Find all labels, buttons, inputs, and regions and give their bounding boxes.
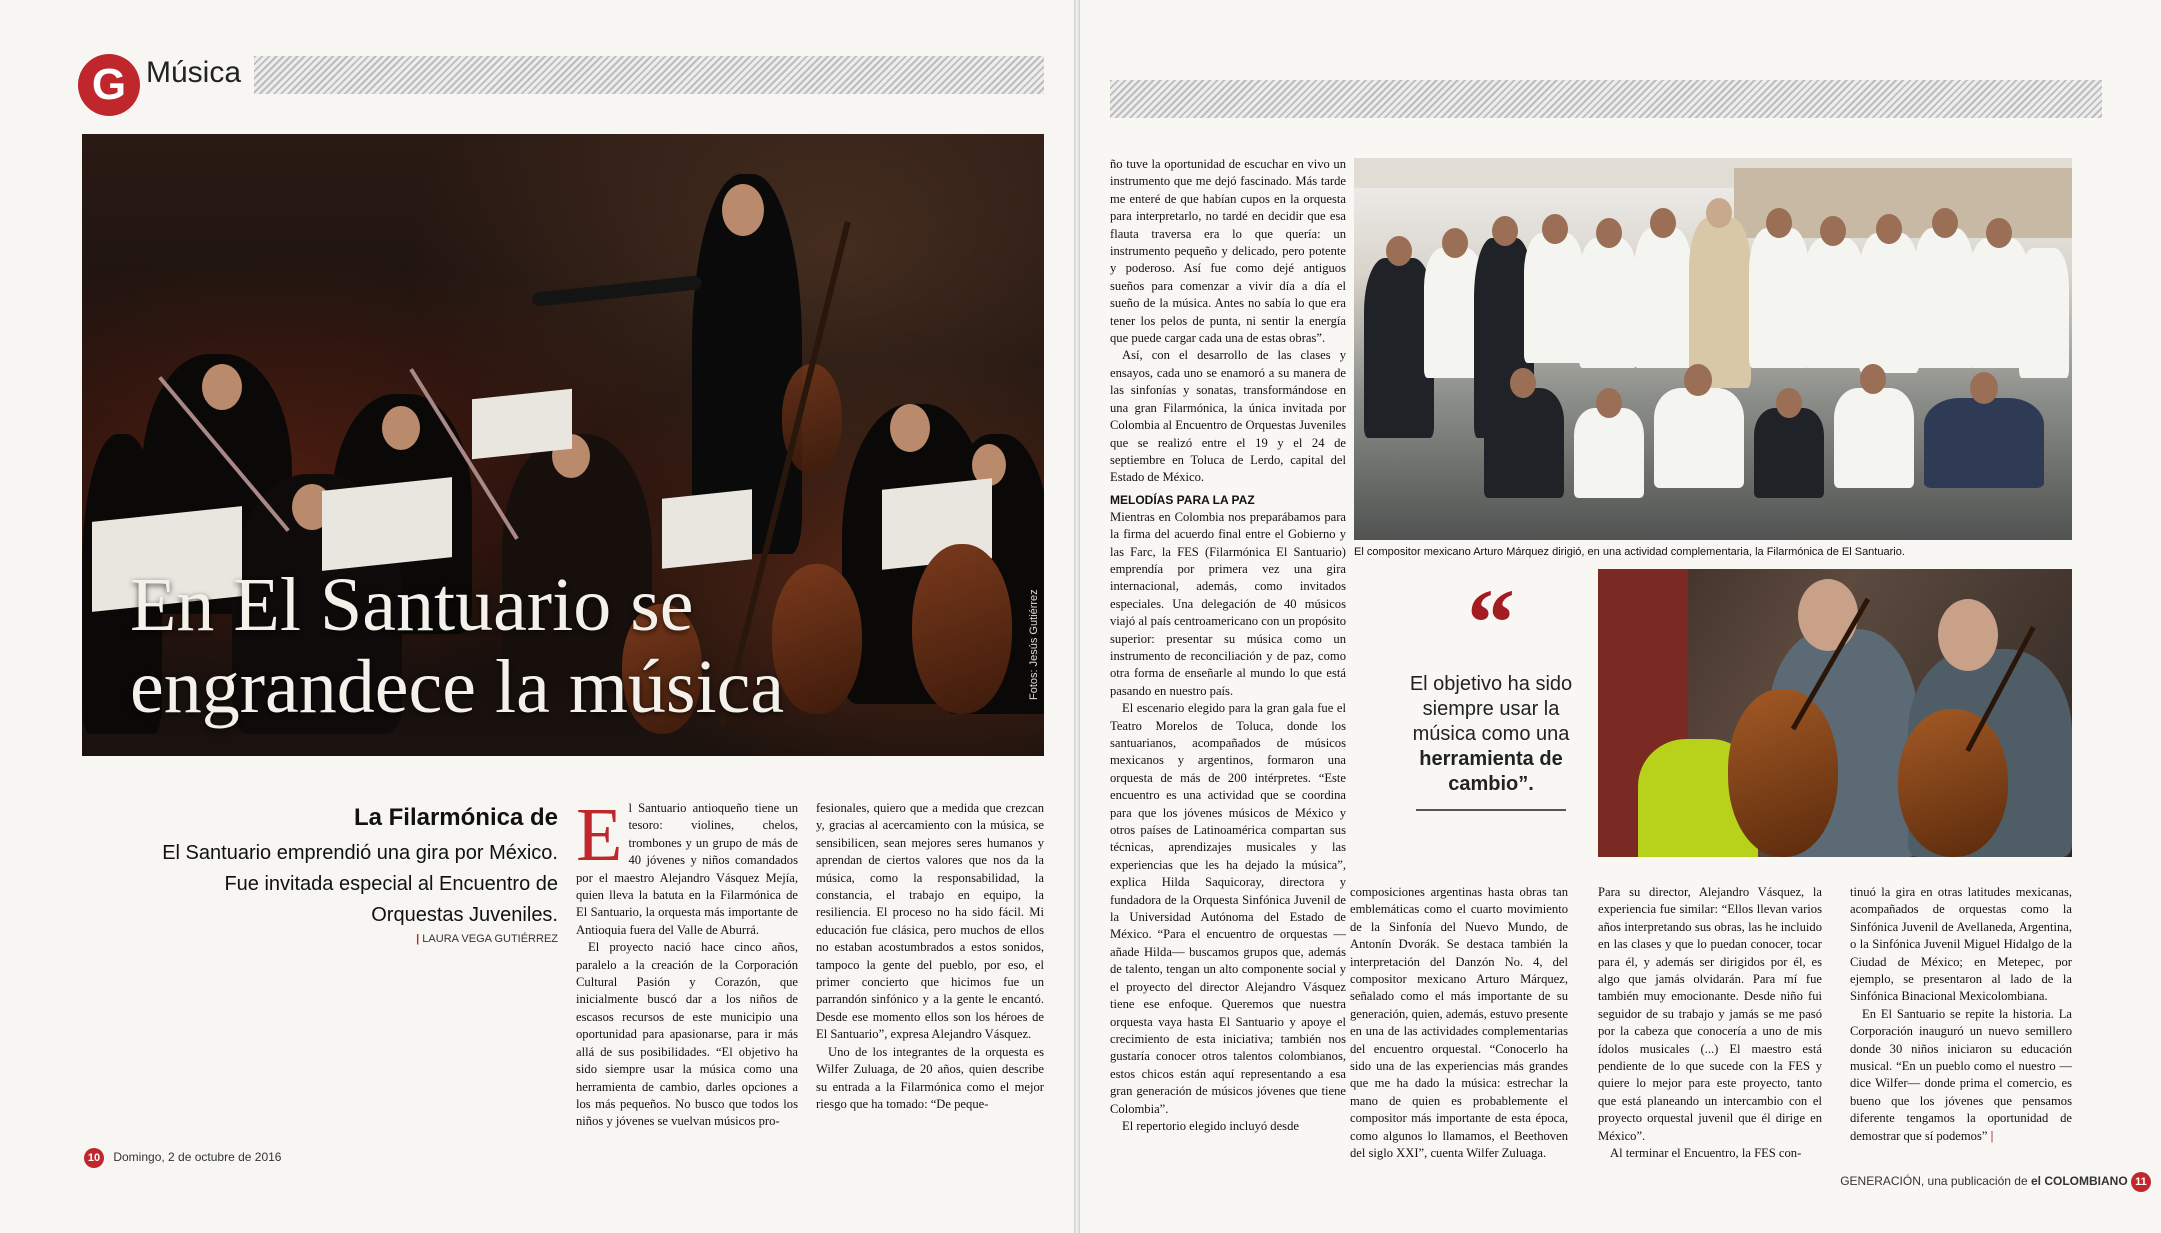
cellists-photo — [1598, 569, 2072, 857]
paragraph: Para su director, Alejandro Vásquez, la experiencia fue similar: “Ellos llevan varios años interpretando sus obras, las he incluido en las clases y que lo puedan conocer, tocar para él, y además ser dirigidos por él, es algo que jamás olvidarán. Para mí fue también muy emocionante. Desde niño fui seguidor de su trabajo y jamás se me pasó por la cabeza que conocería a uno de mis ídolos musicales (...) El maestro está pendiente de lo que sucede con la FES y quiere lo mejor para este proyecto, tanto que está planeando un intercambio con el proyecto orquestal juvenil que él dirige en México”. — [1598, 885, 1822, 1143]
left-footer — [84, 1148, 281, 1168]
paragraph: El proyecto nació hace cinco años, paralelo a la creación de la Corporación Cultural Pasión y Corazón, que inicialmente buscó dar a los niños de escasos recursos de este municipio una oportunidad para apasionarse, para ir más allá de sus posibilidades. “El objetivo ha sido siempre usar la música como una herramienta de cambio, darles opciones a los más pequeños. No busco que todos los niños y jóvenes se vuelvan músicos pro- — [576, 940, 798, 1129]
deck-body: El Santuario emprendió una gira por México. Fue invitada especial al Encuentro de Orquestas Juveniles. — [162, 842, 558, 926]
paragraph: En El Santuario se repite la historia. La Corporación inauguró un nuevo semillero donde 30 niños iniciaron su educación musical. “En un pueblo como el nuestro —dice Wilfer— donde prima el comercio, es bueno que los jóvenes que pensamos diferente tengamos la oportunidad de demostrar que sí podemos” | — [1850, 1006, 2072, 1143]
paragraph: Uno de los integrantes de la orquesta es Wilfer Zuluaga, de 20 años, quien describe su entrada a la Filarmónica como el mejor riesgo que ha tomado: “De peque- — [816, 1044, 1044, 1111]
article-column-4 — [1350, 884, 1568, 1163]
page-number: 10 — [84, 1148, 104, 1168]
group-photo — [1354, 158, 2072, 540]
footer-publication: GENERACIÓN, una publicación de — [1840, 1174, 2028, 1188]
paragraph: El repertorio elegido incluyó desde — [1122, 1118, 1299, 1133]
left-page — [0, 0, 1074, 1233]
article-column-5 — [1598, 884, 1822, 1163]
paragraph: tinuó la gira en otras latitudes mexicanas, acompañados de orquestas como la Sinfónica Juvenil de Avellaneda, Argentina, o la Sinfónica Juvenil Miguel Hidalgo de la Ciudad de México; en Metepec, por ejemplo, se presentaron al lado de la Sinfónica Binacional Mexicolombiana. — [1850, 885, 2072, 1004]
paragraph: l Santuario antioqueño tiene un tesoro: violines, chelos, trombones y un grupo de más de 40 jóvenes y niños comandados por el maestro Alejandro Vásquez Mejía, quien lleva la batuta en la Filarmónica de El Santuario, la orquesta más importante de Antioquia fuera del Valle de Aburrá. — [576, 801, 798, 937]
paragraph: Así, con el desarrollo de las clases y ensayos, cada uno se enamoró a su manera de las sinfonías y sonatas, transformándose en una gran Filarmónica, la única invitada por Colombia al Encuentro de Orquestas Juveniles que se realizó entre el 19 y el 24 de septiembre en Toluca de Lerdo, capital del Estado de México. — [1110, 348, 1346, 485]
pull-quote — [1392, 569, 1590, 811]
section-logo: G — [78, 54, 140, 116]
quote-marks: “ — [1467, 569, 1515, 676]
photo-caption: El compositor mexicano Arturo Márquez dirigió, en una actividad complementaria, la Filarmónica de El Santuario. — [1354, 546, 1905, 558]
right-footer — [1840, 1172, 2151, 1192]
article-column-6 — [1850, 884, 2072, 1145]
article-column-1 — [576, 793, 798, 1131]
right-page — [1080, 0, 2161, 1233]
drop-cap: E — [576, 793, 623, 877]
byline-name: LAURA VEGA GUTIÉRREZ — [422, 933, 558, 945]
quote-rule — [1416, 809, 1566, 811]
article-column-3 — [1110, 156, 1346, 1135]
header-hatch-bar — [254, 56, 1044, 94]
paragraph: composiciones argentinas hasta obras tan emblemáticas como el cuarto movimiento de la Sinfonía del Nuevo Mundo, de Antonín Dvorák. Se destaca también la interpretación del Danzón No. 4, del compositor mexicano Arturo Márquez, señalado como el más importante de su generación, quien, además, estuvo presente en una de las actividades complementarias del encuentro orquestal. “Conocerlo ha sido una de las experiencias más grandes que me ha dado la música: estrechar la mano de quien es probablemente el compositor más importante de esta época, como algunos lo llamamos, el Beethoven del siglo XXI”, cuenta Wilfer Zuluaga. — [1350, 885, 1568, 1161]
paragraph: ño tuve la oportunidad de escuchar en vivo un instrumento que me dejó fascinado. Más tarde me enteré de que habían cupos en la orquesta para interpretarlo, no tardé en decidir que esa flauta traversa era lo que quería: un instrumento pequeño y delicado, pero potente y poderoso. Así fue como dejé antiguos sueños para comenzar a vivir día a día el sueño de la música. Antes no sabía lo que era tener los pelos de punta, ni sentir la energía que puede cargar cada una de estas obras”. — [1110, 157, 1346, 346]
header-hatch-bar — [1110, 80, 2102, 118]
footer-brand: el COLOMBIANO — [2030, 1174, 2128, 1188]
hero-orchestra-photo — [82, 134, 1044, 756]
page-number: 11 — [2131, 1172, 2151, 1192]
quote-emphasis: herramienta de cambio”. — [1419, 748, 1563, 795]
subheading: MELODÍAS PARA LA PAZ — [1110, 492, 1255, 507]
end-mark: | — [1990, 1128, 1994, 1143]
photo-credit — [1028, 680, 1040, 700]
paragraph: Mientras en Colombia nos preparábamos para la firma del acuerdo final entre el Gobierno y las Farc, la FES (Filarmónica El Santuario) emprendía por primera vez una gira internacional, además, como invitados especiales. Una delegación de 40 músicos viajó al país centroamericano con un propósito superior: presentar su música como un instrumento de reconciliación y de paz, como otra forma de enseñarle al mundo lo que está pasando en nuestro país. — [1110, 509, 1346, 698]
paragraph: fesionales, quiero que a medida que crezcan y, gracias al acercamiento con la música, se sensibilicen, sean mejores seres humanos y aprendan de ciertos valores que nos da la música, como la responsabilidad, la constancia, el trabajo en equipo, la resiliencia. El proceso no ha sido fácil. Mi educación fue clásica, pero muchos de ellos no estaban acostumbrados a estos sonidos, tampoco la gente del pueblo, por eso, el primer concierto que hicimos fue un parrandón sinfónico y a la gente le encantó. Desde ese momento ellos son los héroes de El Santuario”, expresa Alejandro Vásquez. — [816, 801, 1044, 1042]
paragraph: Al terminar el Encuentro, la FES con- — [1610, 1146, 1802, 1161]
quote-text: El objetivo ha sido siempre usar la música como una herramienta de cambio”. — [1409, 673, 1573, 795]
article-column-2 — [816, 800, 1044, 1113]
deck-title: La Filarmónica de — [353, 804, 558, 831]
paragraph: El escenario elegido para la gran gala fue el Teatro Morelos de Toluca, donde los santuarianos, acompañados de músicos mexicanos y argentinos, formaron una orquesta de más de 200 intérpretes. “Este encuentro es una actividad que se coordina para que los jóvenes músicos de México y otros países de Latinoamérica compartan sus técnicas, aprendizajes musicales y las experiencias que les ha dejado la música”, explica Hilda Saquicoray, directora y fundadora de la Orquesta Sinfónica Juvenil de la Universidad Autónoma del Estado de México. “Para el encuentro de orquestas —añade Hilda— buscamos grupos que, además de talento, tengan un alto componente social y el proyecto del director Alejandro Vásquez tiene ese enfoque. Queremos que nuestra orquesta vaya hasta El Santuario y apoye el crecimiento de esta iniciativa; también nos gustaría conocer otros talentos colombianos, estos chicos están aquí representando a esa gran generación de músicos jóvenes que tiene Colombia”. — [1110, 701, 1346, 1116]
byline: | LAURA VEGA GUTIÉRREZ — [416, 933, 558, 945]
headline: En El Santuario se engrandece la música — [130, 563, 785, 729]
issue-date: Domingo, 2 de octubre de 2016 — [113, 1150, 282, 1164]
section-name: Música — [146, 56, 242, 89]
